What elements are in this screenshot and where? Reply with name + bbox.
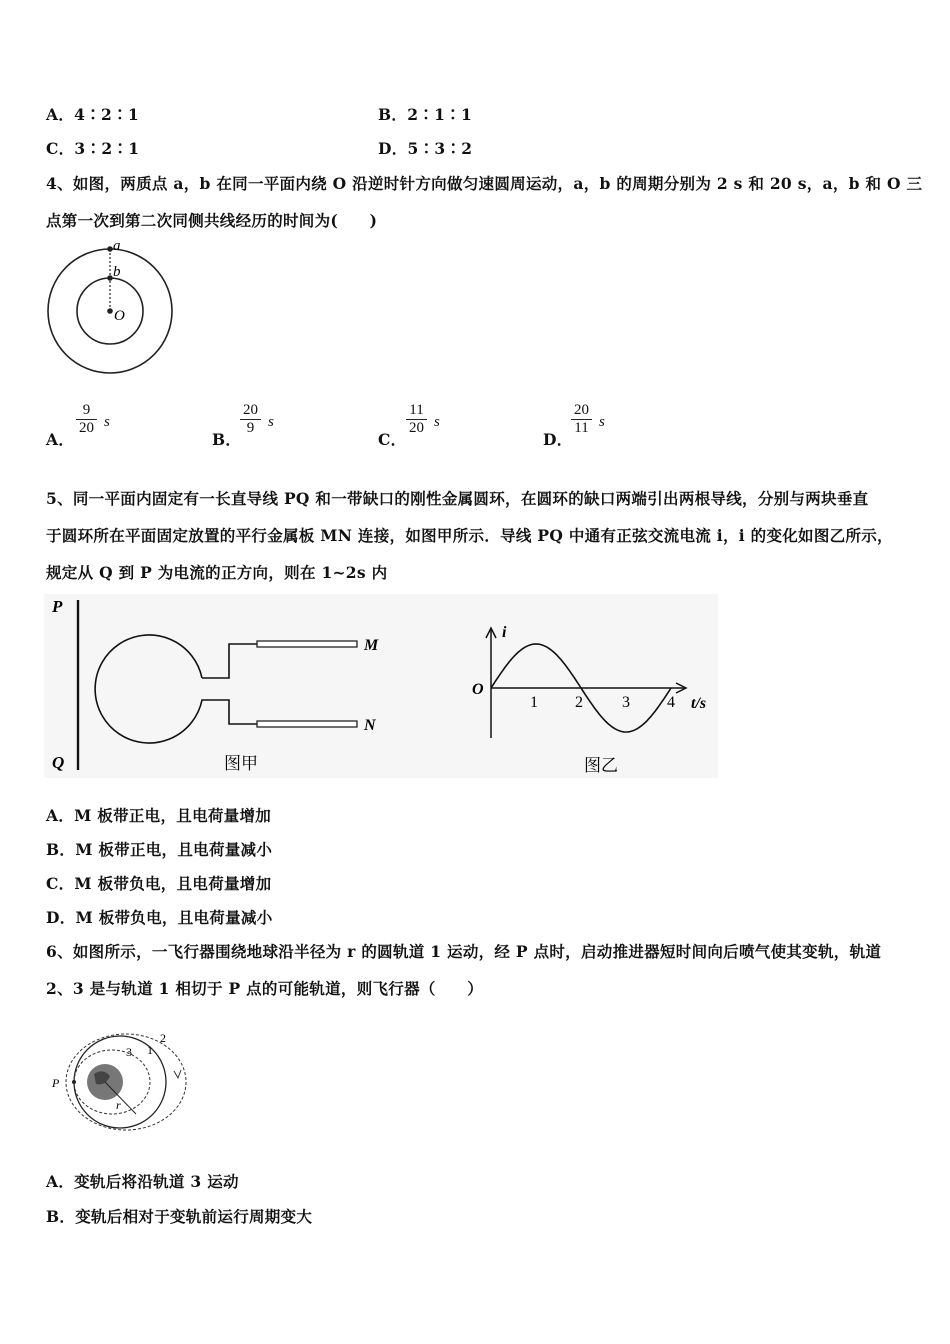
label-b: b [113,264,121,280]
point-a [107,246,113,252]
caption-jia: 图甲 [224,754,258,773]
tick-4: 4 [667,694,675,711]
q4-circles-figure [40,236,180,376]
q6-option-a: A．变轨后将沿轨道 3 运动 [46,1172,239,1191]
label-p: P [52,1076,60,1090]
q5-stem-line1: 5、同一平面内固定有一长直导线 PQ 和一带缺口的刚性金属圆环，在圆环的缺口两端引出两根导线，分别与两块垂直 [46,489,869,508]
label-n: N [364,717,376,734]
label-o: O [114,308,125,324]
q4-option-a-num: 9 [82,402,91,418]
q4-option-b-den: 9 [240,419,261,437]
label-m: M [364,637,379,654]
q4-option-b-num: 20 [243,402,258,418]
q4-option-b-fraction [240,402,261,437]
q4-option-d-letter: D． [543,430,573,449]
point-b [107,275,113,281]
point-o [107,308,113,314]
q4-stem-line2: 点第一次到第二次同侧共线经历的时间为( ) [46,211,378,230]
q5-option-a: A．M 板带正电，且电荷量增加 [46,806,272,825]
label-p: P [52,597,63,616]
label-i: i [502,624,507,641]
q4-option-d-unit: s [599,414,605,430]
q4-option-a-letter: A． [46,430,75,449]
label-orbit-1: 1 [147,1043,153,1057]
q4-option-d-num: 20 [574,402,589,418]
q4-option-c-letter: C． [378,430,407,449]
q3-option-c: C．3∶2∶1 [46,139,140,158]
label-origin: O [472,681,484,698]
q5-figure-background [44,594,718,778]
plate-m [257,641,357,647]
q4-option-c-fraction [406,402,427,437]
q6-orbit-figure [48,1022,193,1134]
label-orbit-2: 2 [160,1031,166,1045]
q5-stem-line2: 于圆环所在平面固定放置的平行金属板 MN 连接，如图甲所示．导线 PQ 中通有正弦交流电流 i，i 的变化如图乙所示， [46,526,893,545]
q3-option-a: A．4∶2∶1 [46,105,139,124]
q4-option-d-fraction [571,402,592,437]
q3-option-b: B．2∶1∶1 [378,105,473,124]
tick-1: 1 [530,694,538,711]
point-p [72,1080,76,1084]
caption-yi: 图乙 [584,756,618,775]
q4-option-c-num: 11 [409,402,424,418]
q6-stem-line1: 6、如图所示，一飞行器围绕地球沿半径为 r 的圆轨道 1 运动，经 P 点时，启动推进器短时间向后喷气使其变轨，轨道 [46,942,882,961]
orbit-arrow-icon [174,1070,181,1078]
label-q: Q [52,753,65,772]
q5-figure [44,594,718,778]
q4-option-d-den: 11 [571,419,592,437]
q5-stem-line3: 规定从 Q 到 P 为电流的正方向，则在 1~2s 内 [46,563,388,582]
q4-option-c-den: 20 [406,419,427,437]
plate-n [257,721,357,727]
tick-2: 2 [575,694,583,711]
q4-stem-line1: 4、如图，两质点 a，b 在同一平面内绕 O 沿逆时针方向做匀速圆周运动，a，b 的周期分别为 2 s 和 20 s，a，b 和 O 三 [46,174,923,193]
q5-option-b: B．M 板带正电，且电荷量减小 [46,840,273,859]
q4-option-b-unit: s [268,414,274,430]
label-t: t/s [691,695,707,712]
label-r: r [116,1098,121,1112]
q3-option-d: D．5∶3∶2 [378,139,473,158]
q5-option-d: D．M 板带负电，且电荷量减小 [46,908,273,927]
q6-option-b: B．变轨后相对于变轨前运行周期变大 [46,1207,313,1226]
tick-3: 3 [622,694,630,711]
q4-option-a-unit: s [104,414,110,430]
q4-option-a-den: 20 [76,419,97,437]
q4-option-c-unit: s [434,414,440,430]
q4-option-b-letter: B． [212,430,242,449]
q6-stem-line2: 2、3 是与轨道 1 相切于 P 点的可能轨道，则飞行器（ ） [46,979,484,998]
q5-option-c: C．M 板带负电，且电荷量增加 [46,874,272,893]
label-orbit-3: 3 [126,1045,132,1059]
label-a: a [113,238,121,254]
q4-option-a-fraction [76,402,97,437]
